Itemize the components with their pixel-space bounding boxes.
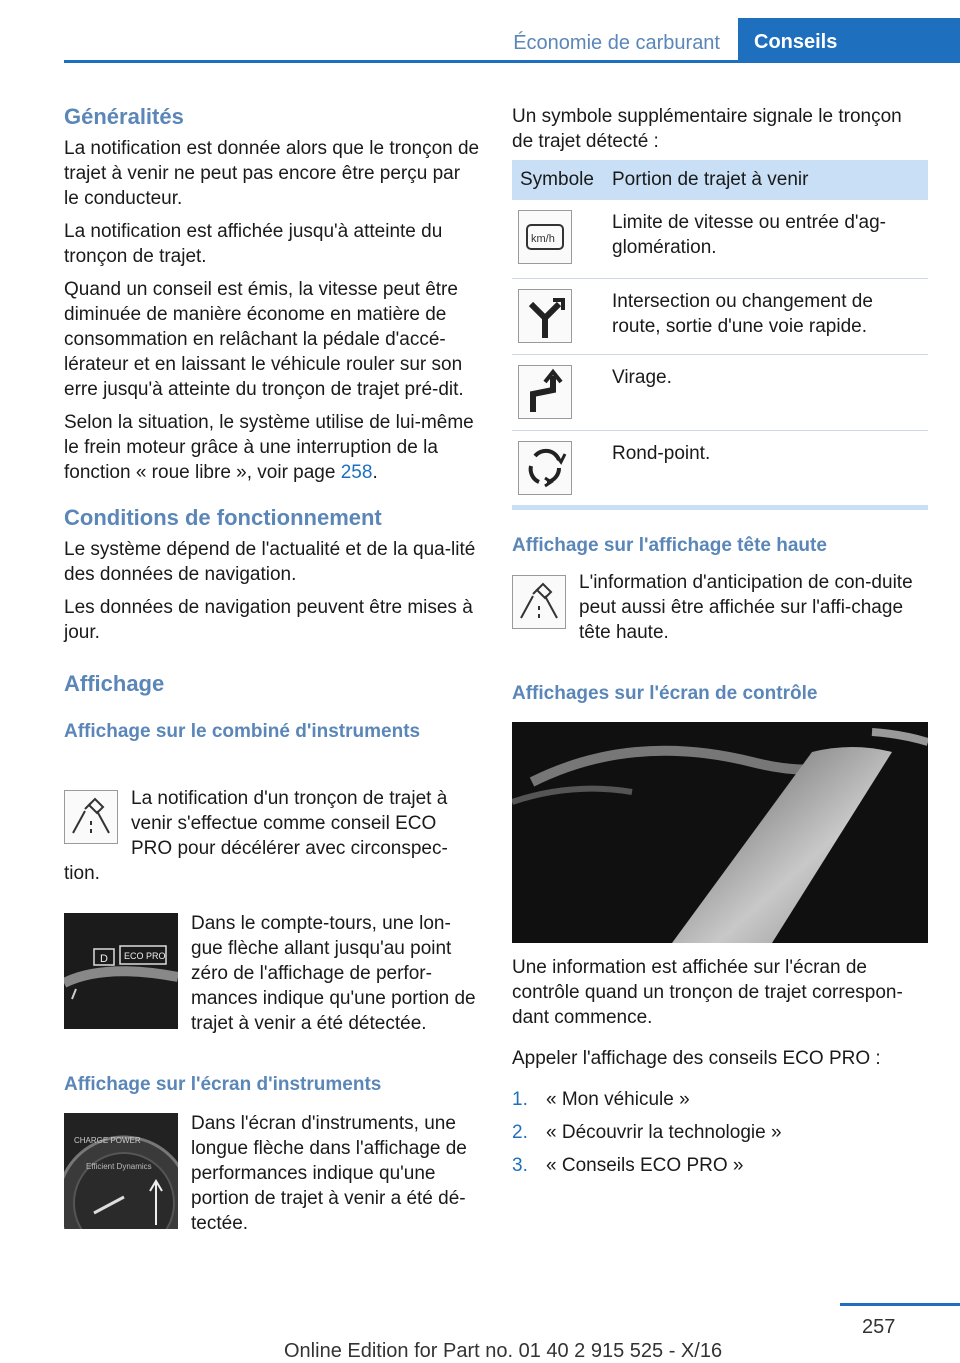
section-title: Économie de carburant <box>513 32 720 54</box>
table-row <box>512 200 928 278</box>
svg-text:D: D <box>100 953 108 965</box>
roundabout-icon <box>518 441 572 495</box>
paragraph-intro: Un symbole supplémentaire signale le tronçon de trajet détecté : <box>512 106 902 152</box>
intersection-icon <box>518 289 572 343</box>
heading-affichage: Affichage <box>64 671 165 696</box>
left-column <box>64 104 480 743</box>
paragraph-call: Appeler l'affichage des conseils ECO PRO : <box>512 1048 881 1069</box>
table-cell: Rond-point. <box>612 442 711 464</box>
paragraph: La notification est donnée alors que le tronçon de trajet à venir ne peut pas encore être perçu par le conducteur. <box>64 138 480 209</box>
paragraph-control: Une information est affichée sur l'écran de contrôle quand un tronçon de trajet correspon‐dant commence. <box>512 957 903 1028</box>
heading-hud: Affichage sur l'affichage tête haute <box>512 535 827 556</box>
symbol-table <box>512 160 928 506</box>
paragraph: Selon la situation, le système utilise de lui-même le frein moteur grâce à une interruption de la fonction « roue libre », voir page 258. <box>64 412 474 483</box>
heading-conditions: Conditions de fonctionnement <box>64 505 382 530</box>
table-row <box>512 430 928 506</box>
heading-general: Généralités <box>64 104 184 129</box>
control-display-image <box>512 722 928 943</box>
chapter-tab: Conseils <box>738 18 960 63</box>
page-link[interactable]: 258 <box>340 462 373 483</box>
heading-control-screen: Affichages sur l'écran de contrôle <box>512 683 818 704</box>
paragraph: Les données de navigation peuvent être mises à jour. <box>64 597 473 643</box>
paragraph-tacho: Dans le compte-tours, une lon‐gue flèche allant jusqu'au point zéro de l'affichage de perfor‐mances indique qu'une portion de trajet à venir a été détectée. <box>191 913 476 1034</box>
page-number: 257 <box>862 1316 896 1338</box>
paragraph-combine-end: tion. <box>64 863 100 884</box>
table-header: Symbole <box>512 160 604 200</box>
instrument-display-image <box>64 1113 178 1229</box>
paragraph: Quand un conseil est émis, la vitesse peut être diminuée de manière économe en matière de consommation en relâchant la pédale d'accé‐lérateur et en laissant le véhicule rouler sur son erre jusqu'à atteinte du tronçon de trajet pré‐dit. <box>64 279 464 400</box>
steps-list <box>512 1087 782 1186</box>
paragraph-instrument: Dans l'écran d'instruments, une longue flèche dans l'affichage de performances indique qu'une portion de trajet à venir a été dé‐tectée. <box>191 1113 467 1234</box>
svg-text:km/h: km/h <box>531 233 555 245</box>
paragraph: La notification est affichée jusqu'à atteinte du tronçon de trajet. <box>64 221 443 267</box>
table-header: Portion de trajet à venir <box>604 160 928 200</box>
footer-rule <box>840 1303 960 1306</box>
list-item: 2. « Découvrir la technologie » <box>512 1122 782 1143</box>
table-cell: Virage. <box>604 354 928 430</box>
table-end-rule <box>512 505 928 510</box>
svg-text:CHARGE POWER: CHARGE POWER <box>74 1136 141 1145</box>
heading-instrument-screen: Affichage sur l'écran d'instruments <box>64 1074 382 1095</box>
table-cell: Limite de vitesse ou entrée d'ag‐glomération. <box>604 200 928 278</box>
eco-pro-road-icon <box>512 575 566 629</box>
svg-text:Efficient Dynamics: Efficient Dynamics <box>86 1162 152 1171</box>
table-row <box>512 278 928 354</box>
paragraph: Le système dépend de l'actualité et de la qua‐lité des données de navigation. <box>64 539 476 585</box>
table-cell: Intersection ou changement de route, sortie d'une voie rapide. <box>604 278 928 354</box>
speed-limit-icon <box>518 210 572 264</box>
curve-icon <box>518 365 572 419</box>
svg-text:ECO PRO: ECO PRO <box>124 951 166 961</box>
list-item: 1. « Mon véhicule » <box>512 1089 690 1110</box>
list-item: 3. « Conseils ECO PRO » <box>512 1155 744 1176</box>
table-row <box>512 354 928 430</box>
tachometer-image <box>64 913 178 1029</box>
edition-footer: Online Edition for Part no. 01 40 2 915 525 - X/16 <box>284 1340 723 1362</box>
eco-pro-road-icon <box>64 790 118 844</box>
heading-combine: Affichage sur le combiné d'instruments <box>64 721 421 742</box>
header-rule <box>64 60 960 63</box>
paragraph-combine: La notification d'un tronçon de trajet à venir s'effectue comme conseil ECO PRO pour décélérer avec circonspec‐ <box>131 788 448 859</box>
paragraph-hud: L'information d'anticipation de con‐duite peut aussi être affichée sur l'affi‐chage tête haute. <box>579 572 913 643</box>
